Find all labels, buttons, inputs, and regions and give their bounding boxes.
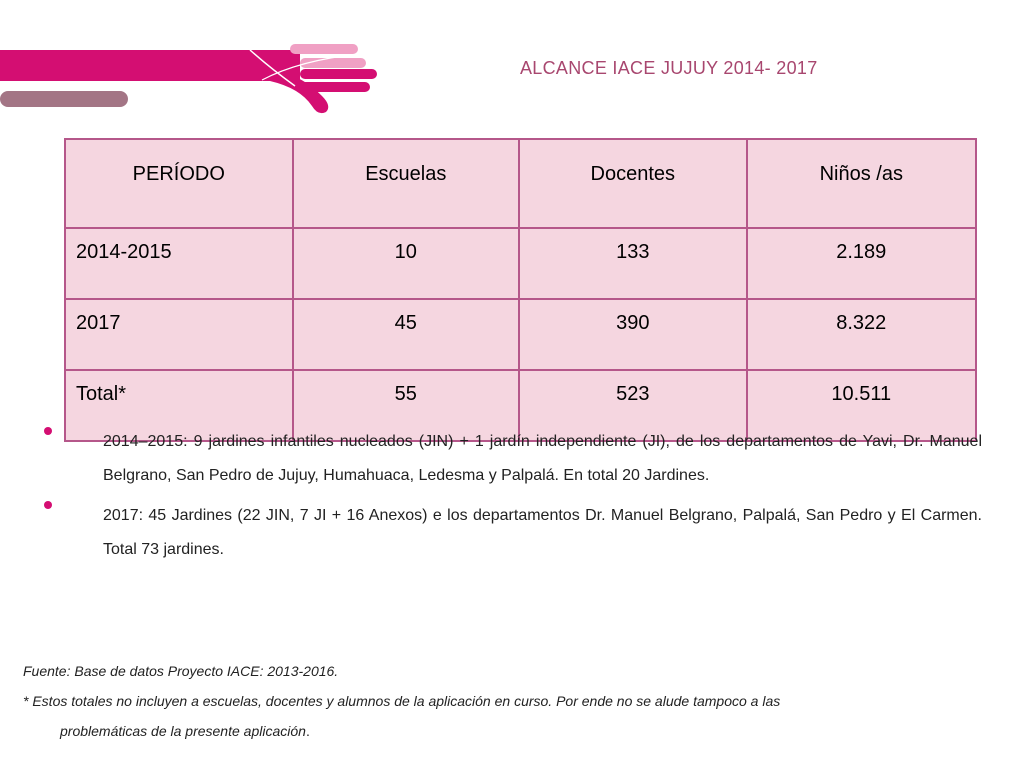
cell-docentes: 390 [519,299,747,370]
row-label: 2014-2015 [65,228,293,299]
bullet-list [40,425,982,573]
footer-note [23,686,1015,716]
bullet-dot-icon [44,427,52,435]
column-header-periodo: PERÍODO [65,139,293,228]
footer-source: Fuente: Base de datos Proyecto IACE: 2013-2016. [23,663,339,679]
column-header-escuelas: Escuelas [293,139,520,228]
table-row [65,299,976,370]
bullet-item [40,499,982,567]
column-header-docentes: Docentes [519,139,747,228]
table-header-row [65,139,976,228]
footer-note-line2: problemáticas de la presente aplicación [60,723,306,739]
summary-table [64,138,977,442]
cell-ninos: 10.511 [747,370,976,441]
cell-docentes: 133 [519,228,747,299]
footer-note-end: . [305,723,310,739]
hand-stripes-logo-icon [0,38,380,118]
cell-escuelas: 45 [293,299,520,370]
page-title: ALCANCE IACE JUJUY 2014- 2017 [520,58,818,78]
bullet-item [40,425,982,493]
bullet-text: : 45 Jardines (22 JIN, 7 JI + 16 Anexos) e los departamentos Dr. Manuel Belgrano, Palpalá, San Pedro y El Carmen. Total 73 jardines. [103,507,982,558]
cell-escuelas: 10 [293,228,520,299]
bullet-dot-icon [44,501,52,509]
cell-ninos: 2.189 [747,228,976,299]
bullet-lead: 2017 [103,507,139,524]
bullet-text: : 9 jardines infantiles nucleados (JIN) + 1 jardín independiente (JI), de los departamentos de Yavi, Dr. Manuel Belgrano, San Pedro de Jujuy, Humahuaca, Ledesma y Palpalá. En total 20 Jardines. [103,433,982,484]
cell-ninos: 8.322 [747,299,976,370]
table-row [65,228,976,299]
footer-note-continuation [23,716,1015,746]
row-label: Total* [65,370,293,441]
cell-escuelas: 55 [293,370,520,441]
column-header-ninos: Niños /as [747,139,976,228]
footer-note-line1: * Estos totales no incluyen a escuelas, docentes y alumnos de la aplicación en curso. Por ende no se alude tampoco a las [23,693,781,709]
row-label: 2017 [65,299,293,370]
cell-docentes: 523 [519,370,747,441]
bullet-lead: 2014–2015 [103,433,184,450]
footer-notes [23,656,1015,746]
